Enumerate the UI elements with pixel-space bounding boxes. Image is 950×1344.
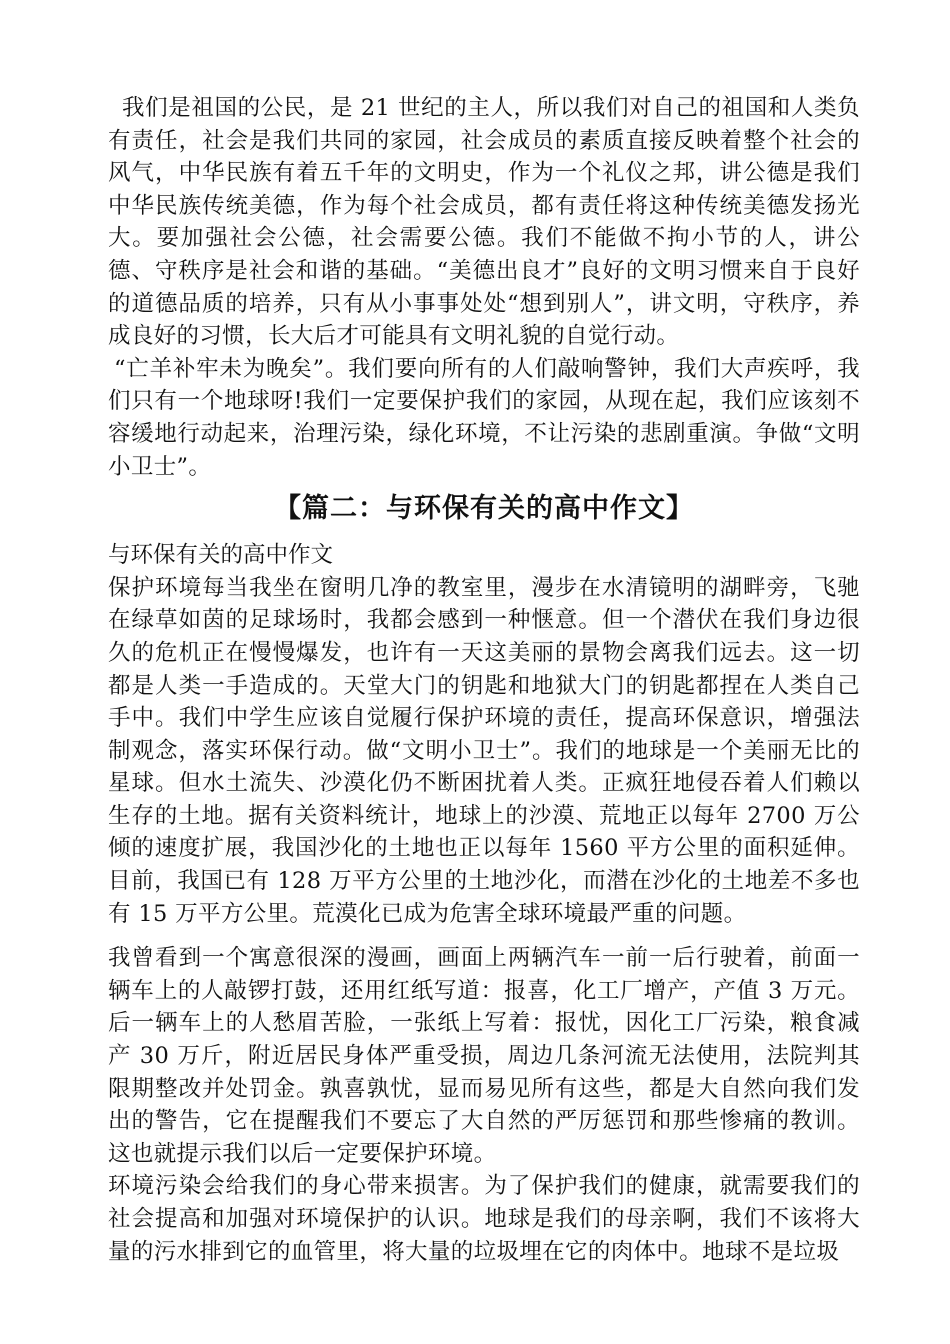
paragraph-pollution-harm: 环境污染会给我们的身心带来损害。为了保护我们的健康，就需要我们的社会提高和加强对环境保护的认识。地球是我们的母亲啊，我们不该将大量的污水排到它的血管里，将大量的垃圾埋在它的肉体中。地球不是垃圾 bbox=[108, 1173, 860, 1265]
paragraph-civic-duty: 我们是祖国的公民，是 21 世纪的主人，所以我们对自己的祖国和人类负有责任，社会是我们共同的家园，社会成员的素质直接反映着整个社会的风气，中华民族有着五千年的文明史，作为一个礼仪之邦，讲公德是我们中华民族传统美德，作为每个社会成员，都有责任将这种传统美德发扬光大。要加强社会公德，社会需要公德。我们不能做不拘小节的人，讲公德、守秩序是社会和谐的基础。“美德出良才”良好的文明习惯来自于良好的道德品质的培养，只有从小事事处处“想到别人”，讲文明，守秩序，养成良好的习惯，长大后才可能具有文明礼貌的自觉行动。 bbox=[108, 95, 860, 350]
document-page bbox=[108, 92, 860, 1268]
paragraph-cartoon-story: 我曾看到一个寓意很深的漫画，画面上两辆汽车一前一后行驶着，前面一辆车上的人敲锣打鼓，还用红纸写道：报喜，化工厂增产，产值 3 万元。后一辆车上的人愁眉苦脸，一张纸上写着：报忧，因化工厂污染，粮食减产 30 万斤，附近居民身体严重受损，周边几条河流无法使用，法院判其限期整改并处罚金。孰喜孰忧，显而易见所有这些，都是大自然向我们发出的警告，它在提醒我们不要忘了大自然的严厉惩罚和那些惨痛的教训。这也就提示我们以后一定要保护环境。 bbox=[108, 945, 860, 1167]
paragraph-environment-crisis: 保护环境每当我坐在窗明几净的教室里，漫步在水清镜明的湖畔旁，飞驰在绿草如茵的足球场时，我都会感到一种惬意。但一个潜伏在我们身边很久的危机正在慢慢爆发，也许有一天这美丽的景物会离我们远去。这一切都是人类一手造成的。天堂大门的钥匙和地狱大门的钥匙都捏在人类自己手中。我们中学生应该自觉履行保护环境的责任，提高环保意识，增强法制观念，落实环保行动。做“文明小卫士”。我们的地球是一个美丽无比的星球。但水土流失、沙漠化仍不断困扰着人类。正疯狂地侵吞着人们赖以生存的土地。据有关资料统计，地球上的沙漠、荒地正以每年 2700 万公倾的速度扩展，我国沙化的土地也正以每年 1560 平方公里的面积延伸。目前，我国已有 128 万平方公里的土地沙化，而潜在沙化的土地差不多也有 15 万平方公里。荒漠化已成为危害全球环境最严重的问题。 bbox=[108, 574, 860, 927]
section-heading: 【篇二：与环保有关的高中作文】 bbox=[274, 493, 694, 525]
essay-title: 与环保有关的高中作文 bbox=[108, 542, 334, 569]
paragraph-warning-call: “亡羊补牢未为晚矣”。我们要向所有的人们敲响警钟，我们大声疾呼，我们只有一个地球呀!我们一定要保护我们的家园，从现在起，我们应该刻不容缓地行动起来，治理污染，绿化环境，不让污染的悲剧重演。争做“文明小卫士”。 bbox=[108, 355, 860, 480]
paragraph-gap bbox=[108, 930, 860, 942]
